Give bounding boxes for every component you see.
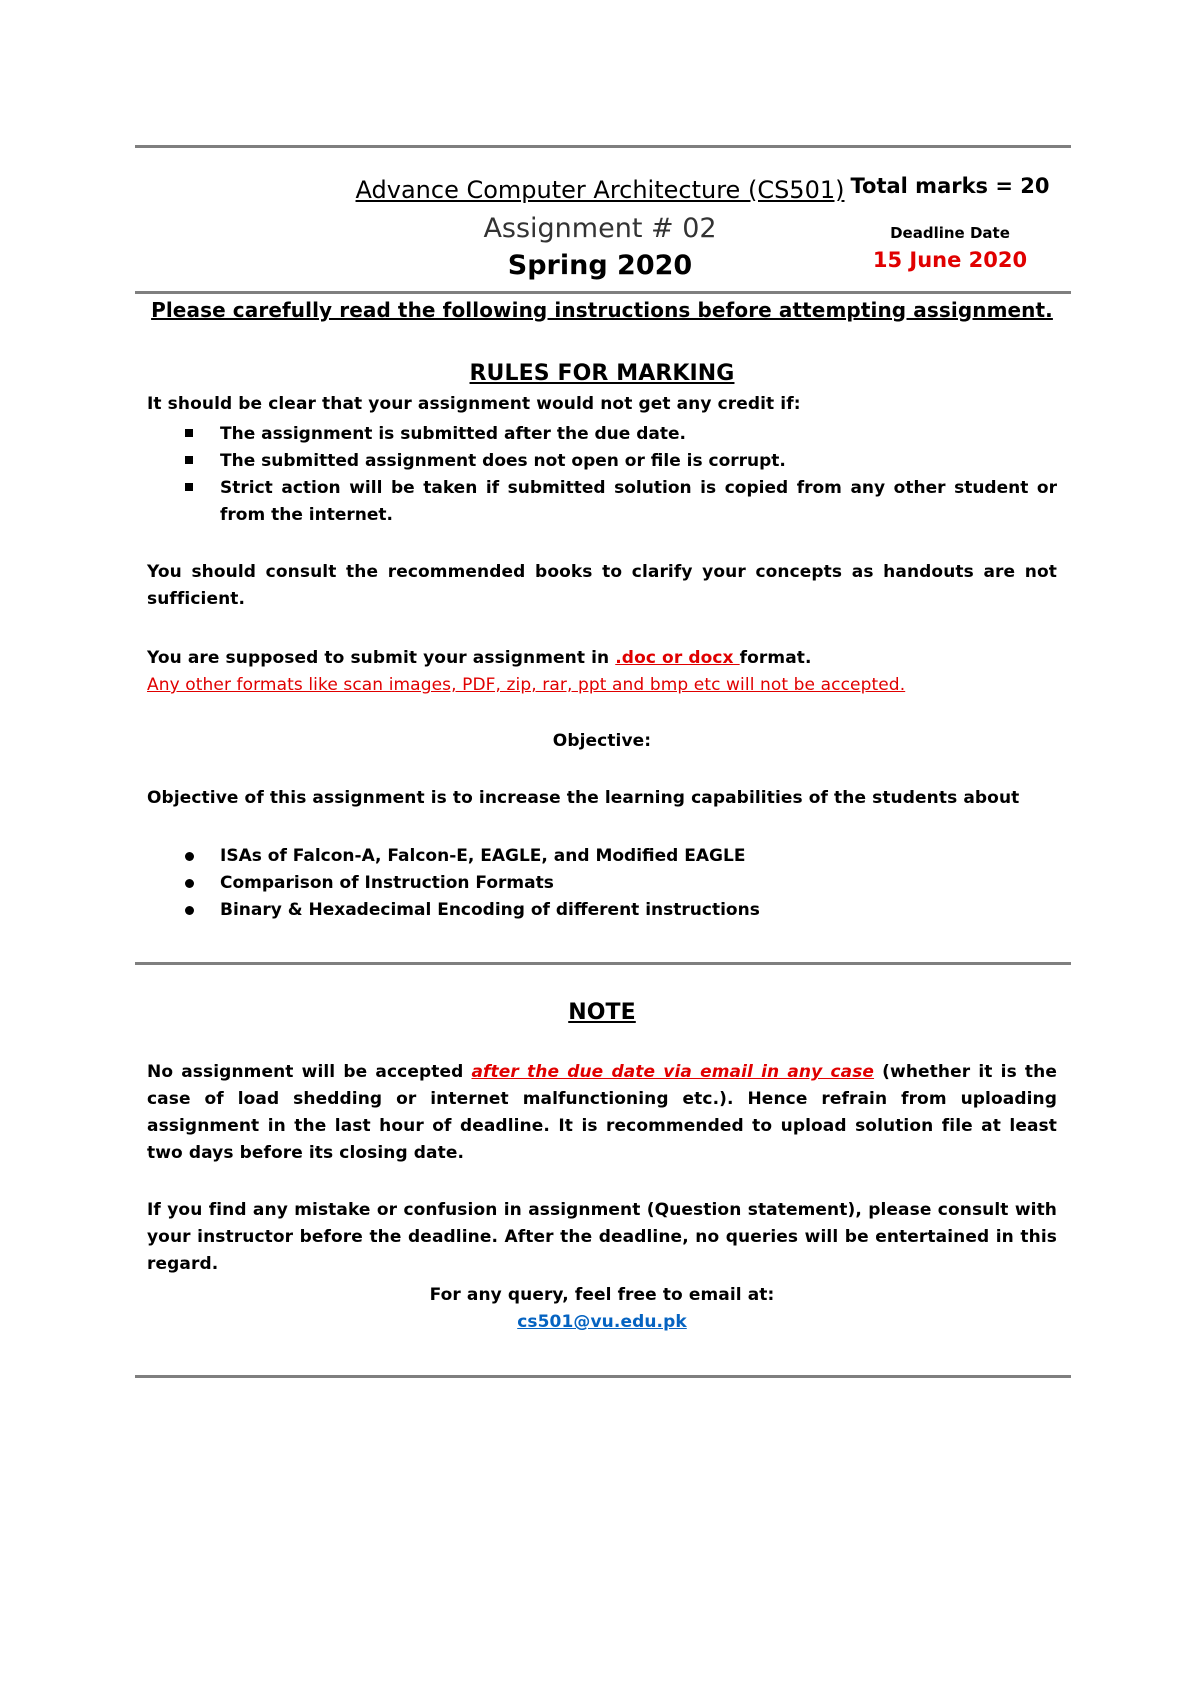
square-bullet-icon <box>185 483 193 491</box>
note-heading: NOTE <box>568 1000 636 1025</box>
rule-item <box>185 421 1057 448</box>
round-bullet-icon <box>185 879 194 888</box>
format-text: You are supposed to submit your assignment in <box>147 648 616 668</box>
assignment-number: Assignment # 02 <box>483 213 717 244</box>
bottom-divider <box>135 1375 1071 1378</box>
square-bullet-icon <box>185 456 193 464</box>
note-paragraph <box>147 1059 1057 1167</box>
rule-item <box>185 475 1057 529</box>
books-note: You should consult the recommended books to clarify your concepts as handouts are not sufficient. <box>147 562 1057 609</box>
round-bullet-icon <box>185 852 194 861</box>
format-text-end: format. <box>739 648 812 668</box>
note-text-end: (whether it is the case of load shedding or internet malfunctioning etc.). Hence refrain from uploading assignment in the last hour of deadline. It is recommended to upload solution file at least two days before its closing date. <box>147 1062 1057 1163</box>
rules-intro: It should be clear that your assignment would not get any credit if: <box>147 394 801 414</box>
objective-intro: Objective of this assignment is to increase the learning capabilities of the students about <box>147 788 1020 808</box>
rule-item-text: The submitted assignment does not open or file is corrupt. <box>220 451 786 471</box>
objective-item-text: Binary & Hexadecimal Encoding of different instructions <box>220 900 760 920</box>
deadline-date: 15 June 2020 <box>872 248 1028 272</box>
objective-item-text: Comparison of Instruction Formats <box>220 873 554 893</box>
course-title: Advance Computer Architecture (CS501) <box>355 176 845 204</box>
note-highlight: after the due date via email in any case <box>471 1062 875 1082</box>
total-marks: Total marks = 20 <box>850 174 1050 198</box>
format-warning: Any other formats like scan images, PDF, zip, rar, ppt and bmp etc will not be accepted. <box>147 675 906 695</box>
square-bullet-icon <box>185 429 193 437</box>
objective-heading: Objective: <box>552 731 652 751</box>
format-highlight: .doc or docx <box>615 648 740 668</box>
instructions-heading: Please carefully read the following instructions before attempting assignment. <box>151 298 1053 322</box>
objective-item <box>185 870 1057 897</box>
round-bullet-icon <box>185 906 194 915</box>
mistake-paragraph: If you find any mistake or confusion in assignment (Question statement), please consult with your instructor before the deadline. After the deadline, no queries will be entertained in this regard. <box>147 1200 1057 1274</box>
objective-item-text: ISAs of Falcon-A, Falcon-E, EAGLE, and Modified EAGLE <box>220 846 746 866</box>
rule-item <box>185 448 1057 475</box>
rules-heading: RULES FOR MARKING <box>469 361 735 386</box>
note-divider <box>135 962 1071 965</box>
objective-item <box>185 843 1057 870</box>
rule-item-text: The assignment is submitted after the due date. <box>220 424 686 444</box>
email-line <box>147 1312 1057 1332</box>
email-link[interactable]: cs501@vu.edu.pk <box>517 1312 687 1332</box>
query-text: For any query, feel free to email at: <box>429 1285 775 1305</box>
note-text: No assignment will be accepted <box>147 1062 472 1082</box>
header-divider <box>135 291 1071 294</box>
format-instruction <box>147 648 1057 668</box>
rule-item-text: Strict action will be taken if submitted solution is copied from any other student or from the internet. <box>220 478 1057 525</box>
deadline-label: Deadline Date <box>890 224 1010 242</box>
top-divider <box>135 145 1071 148</box>
term: Spring 2020 <box>507 250 693 281</box>
objective-item <box>185 897 1057 924</box>
